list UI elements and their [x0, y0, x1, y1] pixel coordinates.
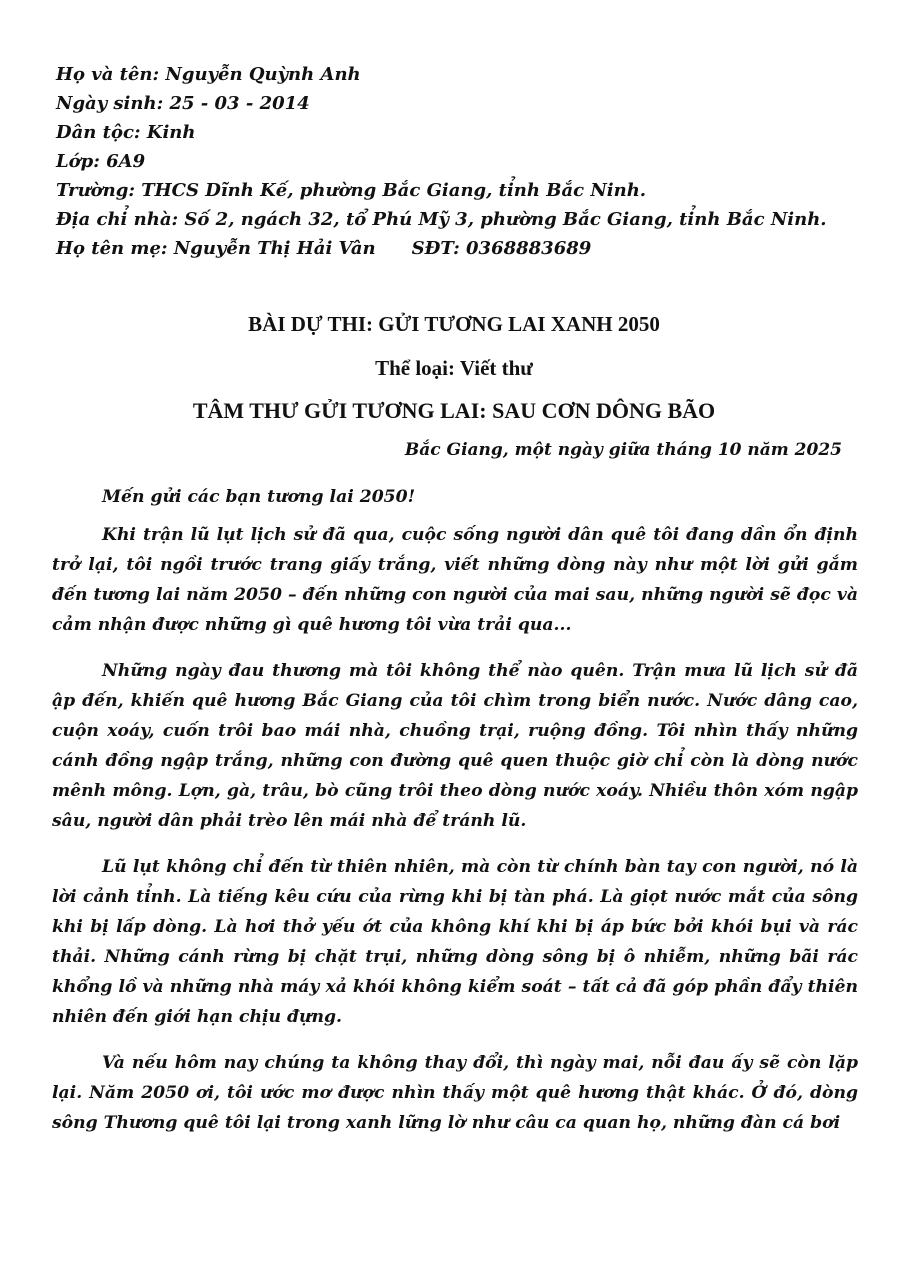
mother-info	[56, 234, 860, 263]
school: Trường: THCS Dĩnh Kế, phường Bắc Giang, tỉnh Bắc Ninh.	[56, 180, 647, 201]
place-and-date: Bắc Giang, một ngày giữa tháng 10 năm 2025	[404, 440, 842, 460]
mother-name: Họ tên mẹ: Nguyễn Thị Hải Vân	[56, 238, 376, 259]
phone-number: SĐT: 0368883689	[411, 238, 592, 259]
genre-title: Thể loại: Viết thư	[375, 356, 533, 380]
student-name: Họ và tên: Nguyễn Quỳnh Anh	[56, 64, 361, 85]
letter-paragraph: Lũ lụt không chỉ đến từ thiên nhiên, mà còn từ chính bàn tay con người, nó là lời cảnh tỉnh. Là tiếng kêu cứu của rừng khi bị tàn phá. Là giọt nước mắt của sông khi bị lấp dòng. Là hơi thở yếu ớt của không khí khi bị áp bức bởi khói bụi và rác thải. Những cánh rừng bị chặt trụi, những dòng sông bị ô nhiễm, những bãi rác khổng lồ và những nhà máy xả khói không kiểm soát – tất cả đã góp phần đẩy thiên nhiên đến giới hạn chịu đựng.	[52, 857, 858, 1027]
contest-title: BÀI DỰ THI: GỬI TƯƠNG LAI XANH 2050	[248, 312, 660, 336]
letter-title: TÂM THƯ GỬI TƯƠNG LAI: SAU CƠN DÔNG BÃO	[192, 398, 716, 423]
class: Lớp: 6A9	[56, 151, 146, 172]
letter-paragraph: Những ngày đau thương mà tôi không thể nào quên. Trận mưa lũ lịch sử đã ập đến, khiến quê hương Bắc Giang của tôi chìm trong biển nước. Nước dâng cao, cuộn xoáy, cuốn trôi bao mái nhà, chuồng trại, ruộng đồng. Tôi nhìn thấy những cánh đồng ngập trắng, những con đường quê quen thuộc giờ chỉ còn là dòng nước mênh mông. Lợn, gà, trâu, bò cũng trôi theo dòng nước xoáy. Nhiều thôn xóm ngập sâu, người dân phải trèo lên mái nhà để tránh lũ.	[52, 661, 858, 831]
letter-paragraph: Và nếu hôm nay chúng ta không thay đổi, thì ngày mai, nỗi đau ấy sẽ còn lặp lại. Năm 2050 ơi, tôi ước mơ được nhìn thấy một quê hương thật khác. Ở đó, dòng sông Thương quê tôi lại trong xanh lững lờ như câu ca quan họ, những đàn cá bơi	[52, 1053, 858, 1133]
letter-body	[52, 482, 858, 1154]
letter-paragraph: Khi trận lũ lụt lịch sử đã qua, cuộc sống người dân quê tôi đang dần ổn định trở lại, tôi ngồi trước trang giấy trắng, viết những dòng này như một lời gửi gắm đến tương lai năm 2050 – đến những con người của mai sau, những người sẽ đọc và cảm nhận được những gì quê hương tôi vừa trải qua...	[52, 525, 858, 635]
letter-greeting: Mến gửi các bạn tương lai 2050!	[102, 487, 416, 507]
student-info	[56, 60, 860, 263]
date-of-birth: Ngày sinh: 25 - 03 - 2014	[56, 93, 310, 114]
ethnicity: Dân tộc: Kinh	[56, 122, 196, 143]
home-address: Địa chỉ nhà: Số 2, ngách 32, tổ Phú Mỹ 3, phường Bắc Giang, tỉnh Bắc Ninh.	[56, 209, 827, 230]
